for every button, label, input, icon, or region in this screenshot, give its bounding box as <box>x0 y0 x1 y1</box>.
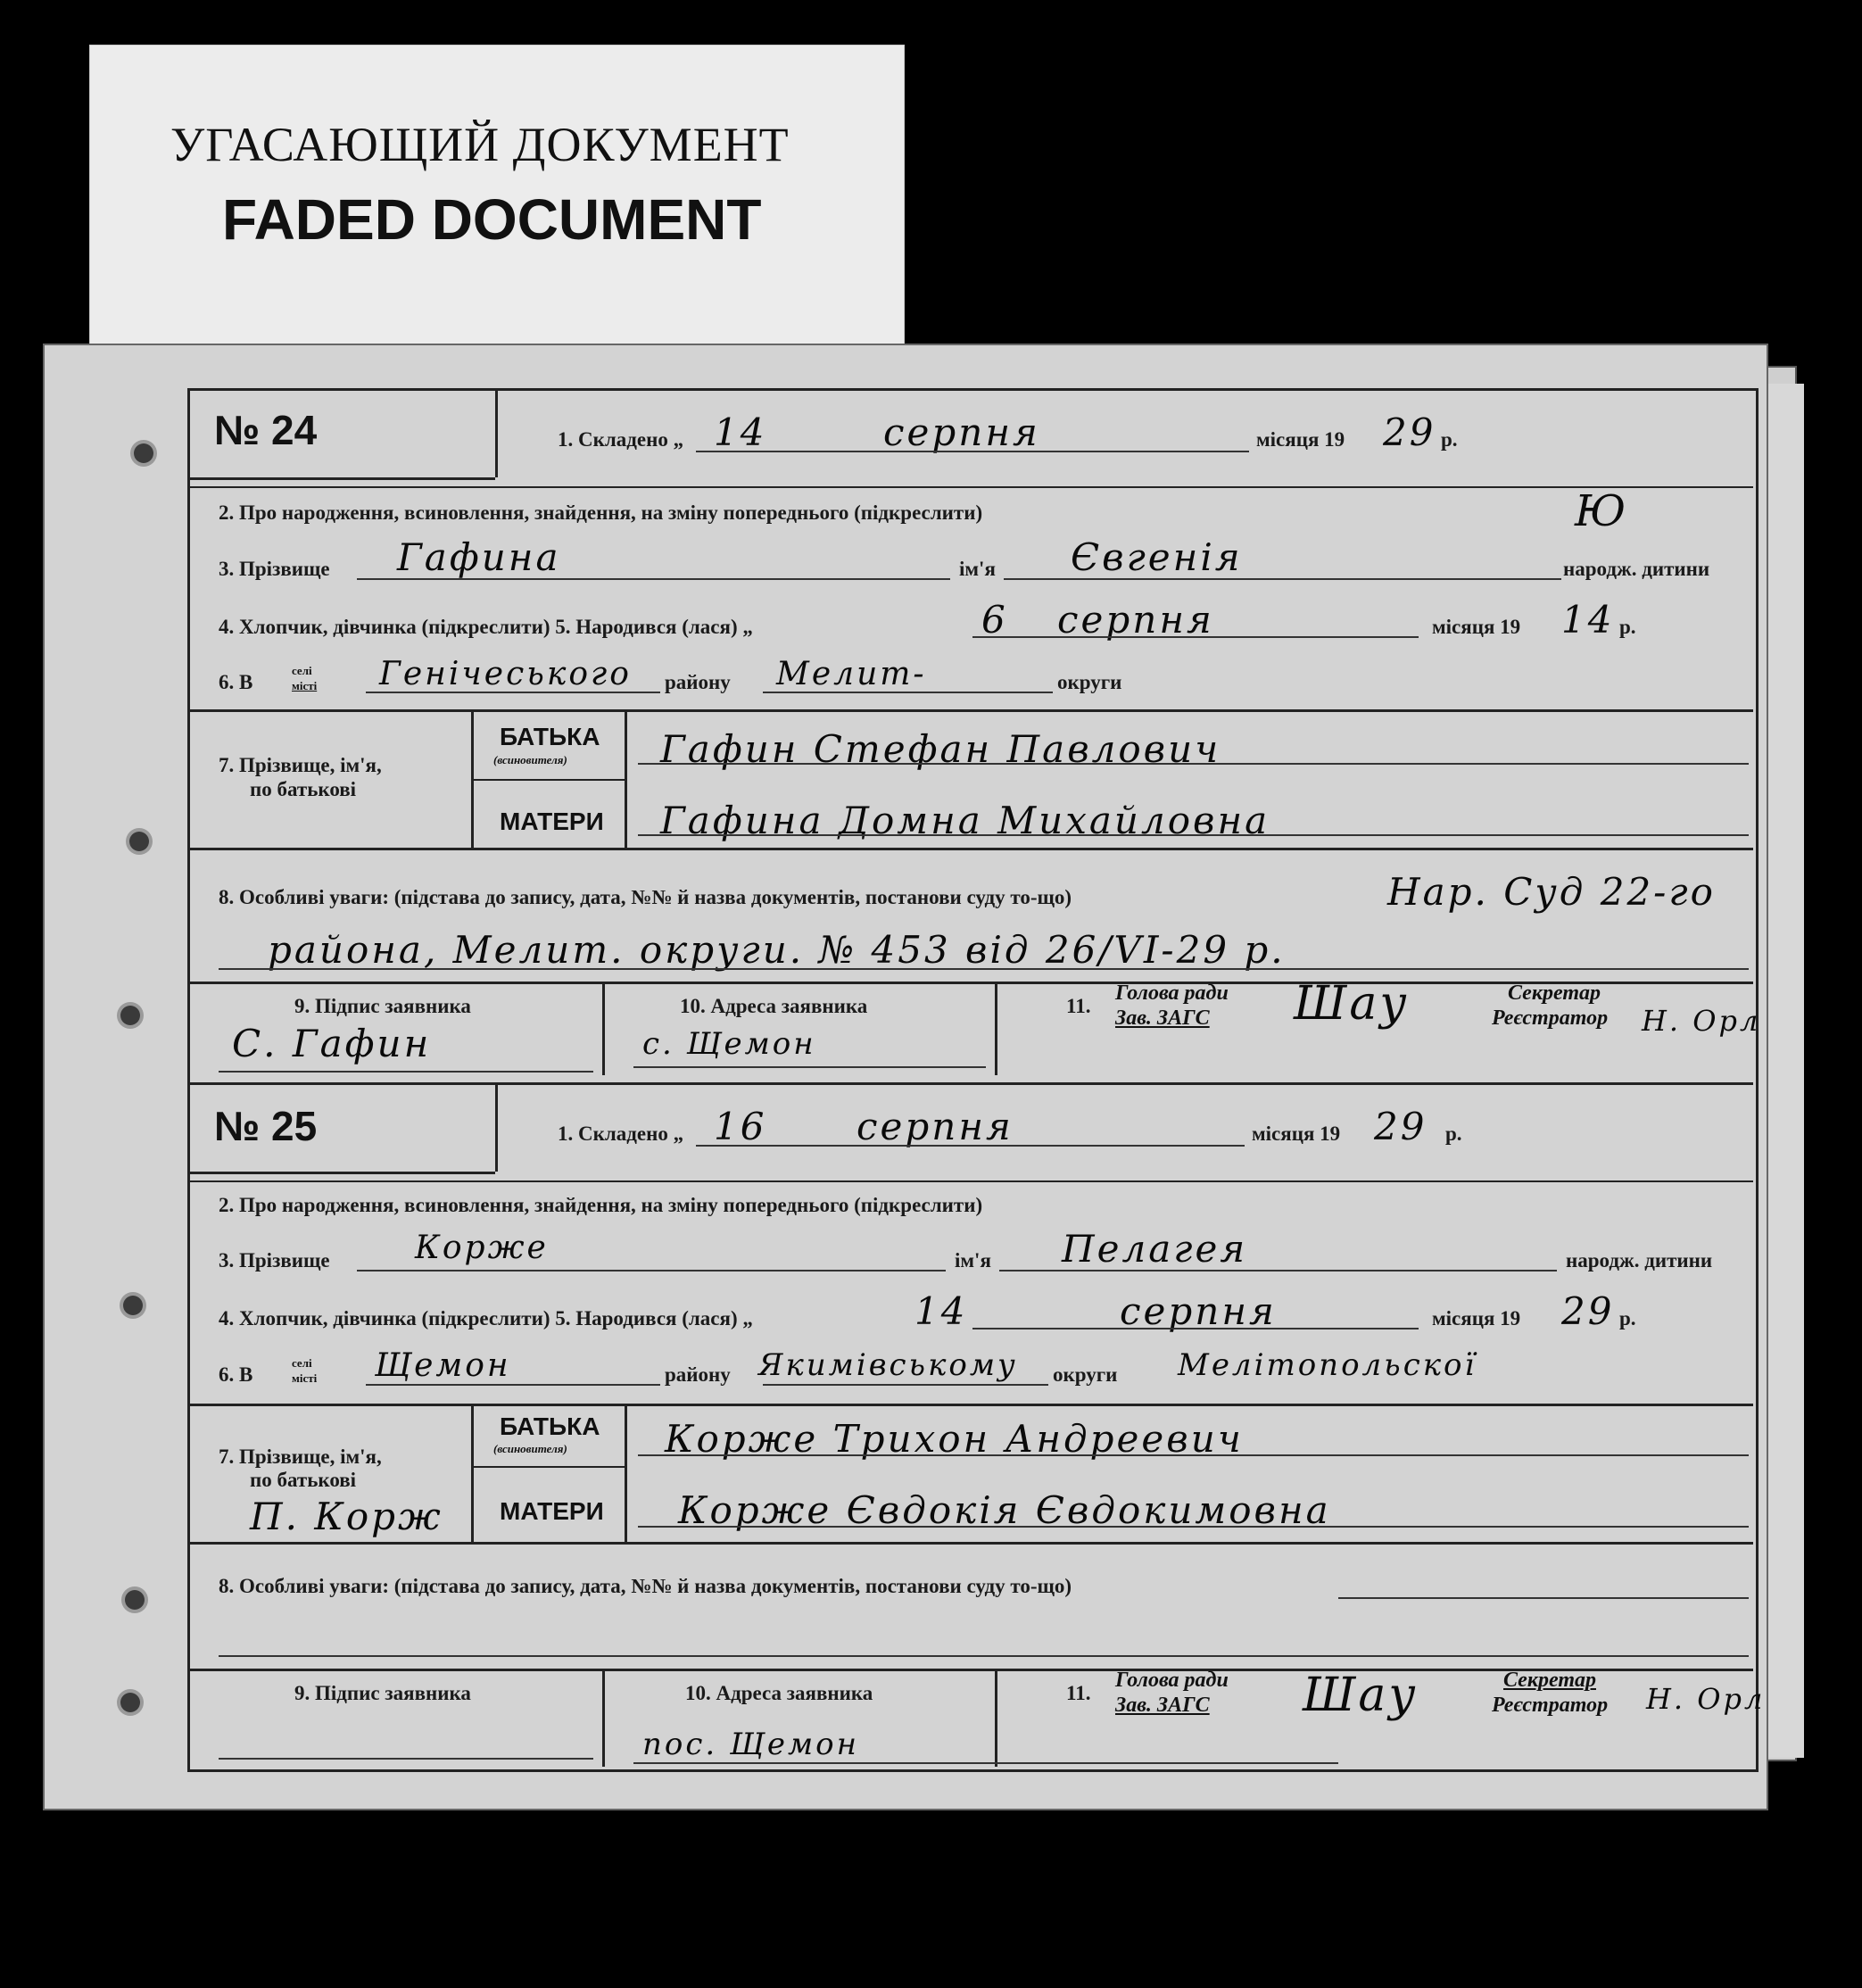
hw-mother: Гафина Домна Михайловна <box>660 799 1270 842</box>
hw-year: 29 <box>1374 1105 1428 1148</box>
f6-label: 6. В <box>219 1363 253 1386</box>
f7-label2: по батькові <box>250 778 357 800</box>
f6-okrugi: округи <box>1053 1363 1118 1386</box>
f6-okrugi: округи <box>1057 671 1122 693</box>
binder-hole <box>125 1590 145 1610</box>
sec2: Реєстратор <box>1492 1694 1609 1717</box>
label-english: FADED DOCUMENT <box>222 187 762 252</box>
hw-head-sig: Шау <box>1303 1669 1419 1722</box>
f9-label: 9. Підпис заявника <box>294 995 471 1017</box>
hw-village: Генічеського <box>379 656 632 692</box>
f8-label: 8. Особливі уваги: (підстава до запису, дата, №№ й назва документів, постанови суду то-що) <box>219 886 1072 908</box>
f10-label: 10. Адреса заявника <box>685 1682 873 1704</box>
sec2: Реєстратор <box>1492 1006 1609 1030</box>
hw-birth-year: 29 <box>1561 1289 1615 1333</box>
f3-name-label: ім'я <box>959 558 996 580</box>
f6-sel: селі <box>292 1356 312 1370</box>
form-frame <box>187 388 1759 1772</box>
f6-raion: району <box>665 671 731 693</box>
hw-month: серпня <box>857 1105 1014 1148</box>
binder-hole <box>120 1006 140 1025</box>
f3-name-label: ім'я <box>955 1249 991 1271</box>
hw-applicant-sig: С. Гафин <box>232 1022 432 1065</box>
f11-label: 11. <box>1066 995 1091 1017</box>
hw-birth-year: 14 <box>1561 598 1615 642</box>
f1-suffix: р. <box>1441 428 1458 451</box>
hw-name: Євгенія <box>1071 535 1243 579</box>
f3-child-label: народж. дитини <box>1563 558 1710 580</box>
binder-hole <box>129 832 149 851</box>
head2: Зав. ЗАГС <box>1115 1006 1210 1030</box>
hw-region: Мелітопольскої <box>1178 1347 1477 1383</box>
binder-hole <box>120 1693 140 1712</box>
sec1: Секретар <box>1508 982 1601 1005</box>
hw-district: Мелит- <box>776 656 927 692</box>
f1-label: 1. Складено „ <box>558 428 684 451</box>
f4-suffix: р. <box>1619 1307 1636 1329</box>
f11-label: 11. <box>1066 1682 1091 1704</box>
f4-month-label: місяця 19 <box>1432 616 1521 638</box>
label-russian: УГАСАЮЩИЙ ДОКУМЕНТ <box>170 118 790 171</box>
f4-suffix: р. <box>1619 616 1636 638</box>
hw-mark: Ю <box>1575 486 1629 536</box>
hw-mother: Корже Євдокія Євдокимовна <box>678 1488 1331 1532</box>
hw-extra-sig: П. Корж <box>250 1495 443 1538</box>
head2: Зав. ЗАГС <box>1115 1694 1210 1717</box>
binder-hole <box>123 1296 143 1315</box>
f1-label: 1. Складено „ <box>558 1122 684 1145</box>
hw-birth-month: серпня <box>1120 1289 1277 1333</box>
f6-sel: селі <box>292 664 312 677</box>
hw-birth-day: 14 <box>914 1289 968 1333</box>
hw-village: Щемон <box>375 1347 511 1384</box>
hw-year: 29 <box>1383 410 1436 454</box>
father-label: БАТЬКА <box>500 723 600 750</box>
hw-sec-sig: Н. Орл <box>1646 1682 1766 1716</box>
hw-birth-month: серпня <box>1057 598 1214 642</box>
hw-father: Гафин Стефан Павлович <box>660 727 1221 771</box>
f9-label: 9. Підпис заявника <box>294 1682 471 1704</box>
f3-child-label: народж. дитини <box>1566 1249 1713 1271</box>
f2-label: 2. Про народження, всиновлення, знайдення, на зміну попереднього (підкреслити) <box>219 501 983 524</box>
hw-name: Пелагея <box>1062 1227 1248 1271</box>
hw-birth-day: 6 <box>981 598 1008 642</box>
f10-label: 10. Адреса заявника <box>680 995 868 1017</box>
f6-mist: місті <box>292 679 318 692</box>
hw-notes2: района, Мелит. округи. № 453 від 26/VI-29 р. <box>268 928 1286 972</box>
father-sub: (всиновителя) <box>493 753 567 766</box>
head1: Голова ради <box>1115 1669 1229 1692</box>
head1: Голова ради <box>1115 982 1229 1005</box>
f4-label: 4. Хлопчик, дівчинка (підкреслити) 5. Народився (лася) „ <box>219 616 753 638</box>
binder-hole <box>134 443 153 463</box>
f2-label: 2. Про народження, всиновлення, знайдення, на зміну попереднього (підкреслити) <box>219 1194 983 1216</box>
f7-label: 7. Прізвище, ім'я, <box>219 754 382 776</box>
hw-day: 16 <box>714 1105 767 1148</box>
f8-label: 8. Особливі уваги: (підстава до запису, дата, №№ й назва документів, постанови суду то-що) <box>219 1575 1072 1597</box>
hw-head-sig: Шау <box>1294 977 1410 1031</box>
mother-label: МАТЕРИ <box>500 1497 604 1525</box>
f3-label: 3. Прізвище <box>219 558 330 580</box>
f6-raion: району <box>665 1363 731 1386</box>
hw-district: Якимівському <box>758 1347 1018 1383</box>
f7-label: 7. Прізвище, ім'я, <box>219 1445 382 1468</box>
hw-day: 14 <box>714 410 767 454</box>
mother-label: МАТЕРИ <box>500 808 604 835</box>
f1-suffix: р. <box>1445 1122 1462 1145</box>
hw-surname: Корже <box>415 1230 549 1266</box>
f1-month-label: місяця 19 <box>1256 428 1345 451</box>
f7-label2: по батькові <box>250 1469 357 1491</box>
hw-notes1: Нар. Суд 22-го <box>1387 870 1716 914</box>
hw-address: с. Щемон <box>642 1026 816 1062</box>
father-label: БАТЬКА <box>500 1412 600 1440</box>
f4-label: 4. Хлопчик, дівчинка (підкреслити) 5. Народився (лася) „ <box>219 1307 753 1329</box>
record-number: № 25 <box>214 1103 318 1149</box>
record-number: № 24 <box>214 407 318 453</box>
f6-mist: місті <box>292 1371 318 1385</box>
f3-label: 3. Прізвище <box>219 1249 330 1271</box>
hw-surname: Гафина <box>397 535 561 579</box>
faded-document-label <box>89 45 905 350</box>
father-sub: (всиновителя) <box>493 1442 567 1455</box>
f6-label: 6. В <box>219 671 253 693</box>
hw-sec-sig: Н. Орл <box>1642 1004 1761 1038</box>
f1-month-label: місяця 19 <box>1252 1122 1341 1145</box>
hw-address: пос. Щемон <box>642 1727 859 1762</box>
sec1: Секретар <box>1503 1669 1596 1692</box>
hw-month: серпня <box>883 410 1040 454</box>
hw-father: Корже Трихон Андреевич <box>665 1417 1244 1461</box>
f4-month-label: місяця 19 <box>1432 1307 1521 1329</box>
paper-stack-edge-2 <box>1762 384 1804 1758</box>
